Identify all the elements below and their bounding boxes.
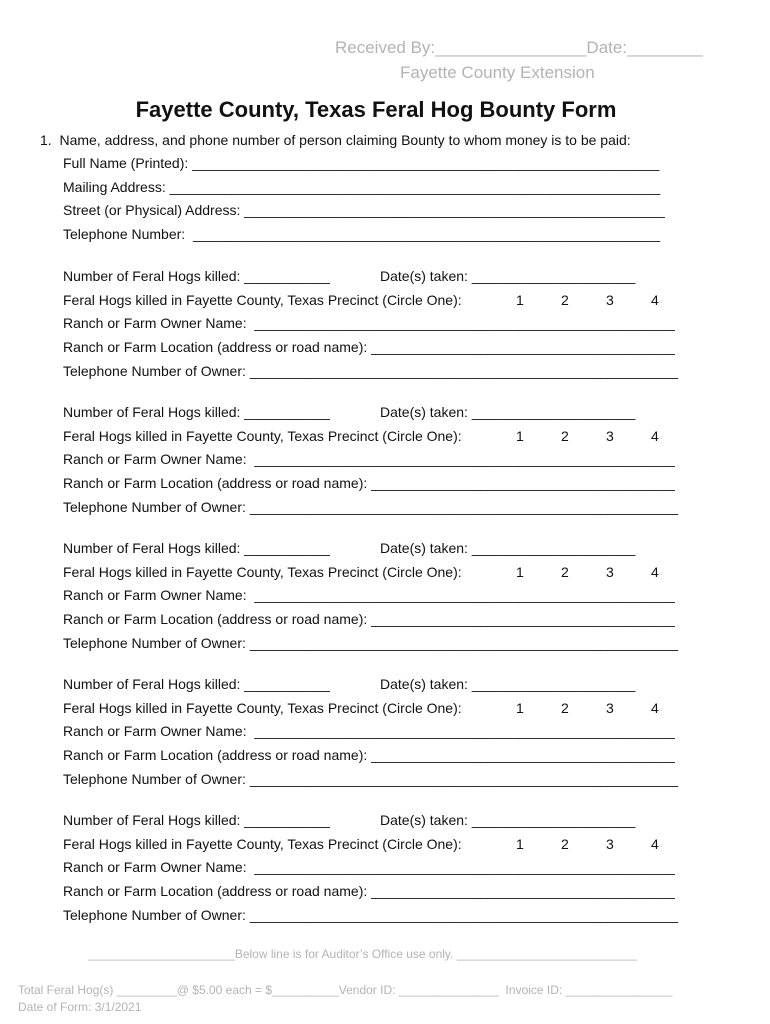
precinct-option[interactable]: 2 [561,700,569,716]
precinct-label: Feral Hogs killed in Fayette County, Texas Precinct (Circle One): [63,700,462,716]
location-field[interactable]: Ranch or Farm Location (address or road name): _______________________________________ [63,611,675,627]
precinct-option[interactable]: 3 [606,292,614,308]
precinct-option[interactable]: 1 [516,292,524,308]
full-name-field[interactable]: Full Name (Printed): ____________________________________________________________ [63,155,660,171]
precinct-option[interactable]: 2 [561,564,569,580]
owner-name-field[interactable]: Ranch or Farm Owner Name: ______________________________________________________ [63,315,675,331]
dates-taken-field[interactable]: Date(s) taken: _____________________ [380,540,636,556]
precinct-label: Feral Hogs killed in Fayette County, Texas Precinct (Circle One): [63,292,462,308]
owner-phone-field[interactable]: Telephone Number of Owner: _______________________________________________________ [63,771,679,787]
precinct-option[interactable]: 2 [561,836,569,852]
hogs-killed-field[interactable]: Number of Feral Hogs killed: ___________ [63,676,330,692]
precinct-label: Feral Hogs killed in Fayette County, Texas Precinct (Circle One): [63,428,462,444]
precinct-option[interactable]: 1 [516,836,524,852]
precinct-option[interactable]: 2 [561,292,569,308]
dates-taken-field[interactable]: Date(s) taken: _____________________ [380,812,636,828]
owner-phone-field[interactable]: Telephone Number of Owner: _______________________________________________________ [63,635,679,651]
precinct-option[interactable]: 4 [651,292,659,308]
precinct-option[interactable]: 3 [606,700,614,716]
owner-phone-field[interactable]: Telephone Number of Owner: _______________________________________________________ [63,499,679,515]
street-address-field[interactable]: Street (or Physical) Address: ______________________________________________________ [63,202,665,218]
date-of-form: Date of Form: 3/1/2021 [18,1000,142,1014]
precinct-option[interactable]: 2 [561,428,569,444]
precinct-option[interactable]: 3 [606,564,614,580]
auditor-divider: ______________________Below line is for Auditor’s Office use only. ___________________________ [88,947,637,961]
hogs-killed-field[interactable]: Number of Feral Hogs killed: ___________ [63,540,330,556]
owner-name-field[interactable]: Ranch or Farm Owner Name: ______________________________________________________ [63,859,675,875]
precinct-option[interactable]: 1 [516,428,524,444]
precinct-label: Feral Hogs killed in Fayette County, Texas Precinct (Circle One): [63,564,462,580]
owner-name-field[interactable]: Ranch or Farm Owner Name: ______________________________________________________ [63,723,675,739]
dates-taken-field[interactable]: Date(s) taken: _____________________ [380,404,636,420]
owner-phone-field[interactable]: Telephone Number of Owner: _______________________________________________________ [63,363,679,379]
location-field[interactable]: Ranch or Farm Location (address or road name): _______________________________________ [63,747,675,763]
dates-taken-field[interactable]: Date(s) taken: _____________________ [380,676,636,692]
auditor-totals-line: Total Feral Hog(s) _________@ $5.00 each = $__________Vendor ID: _______________ Invoice ID: ________________ [18,983,673,997]
precinct-option[interactable]: 1 [516,700,524,716]
received-by-line: Received By:________________Date:________ [335,38,703,57]
owner-phone-field[interactable]: Telephone Number of Owner: _______________________________________________________ [63,907,679,923]
telephone-field[interactable]: Telephone Number: ____________________________________________________________ [63,226,661,242]
precinct-option[interactable]: 3 [606,836,614,852]
hogs-killed-field[interactable]: Number of Feral Hogs killed: ___________ [63,404,330,420]
location-field[interactable]: Ranch or Farm Location (address or road name): _______________________________________ [63,339,675,355]
page-title: Fayette County, Texas Feral Hog Bounty Form [135,97,617,122]
owner-name-field[interactable]: Ranch or Farm Owner Name: ______________________________________________________ [63,451,675,467]
precinct-option[interactable]: 4 [651,428,659,444]
dates-taken-field[interactable]: Date(s) taken: _____________________ [380,268,636,284]
owner-name-field[interactable]: Ranch or Farm Owner Name: ______________________________________________________ [63,587,675,603]
location-field[interactable]: Ranch or Farm Location (address or road name): _______________________________________ [63,883,675,899]
precinct-option[interactable]: 3 [606,428,614,444]
hogs-killed-field[interactable]: Number of Feral Hogs killed: ___________ [63,812,330,828]
hogs-killed-field[interactable]: Number of Feral Hogs killed: ___________ [63,268,330,284]
precinct-option[interactable]: 4 [651,564,659,580]
precinct-label: Feral Hogs killed in Fayette County, Texas Precinct (Circle One): [63,836,462,852]
location-field[interactable]: Ranch or Farm Location (address or road name): _______________________________________ [63,475,675,491]
precinct-option[interactable]: 1 [516,564,524,580]
precinct-option[interactable]: 4 [651,836,659,852]
mailing-address-field[interactable]: Mailing Address: _______________________________________________________________ [63,179,661,195]
precinct-option[interactable]: 4 [651,700,659,716]
section1-heading: 1. Name, address, and phone number of person claiming Bounty to whom money is to be paid: [40,132,631,148]
extension-label: Fayette County Extension [400,63,595,82]
